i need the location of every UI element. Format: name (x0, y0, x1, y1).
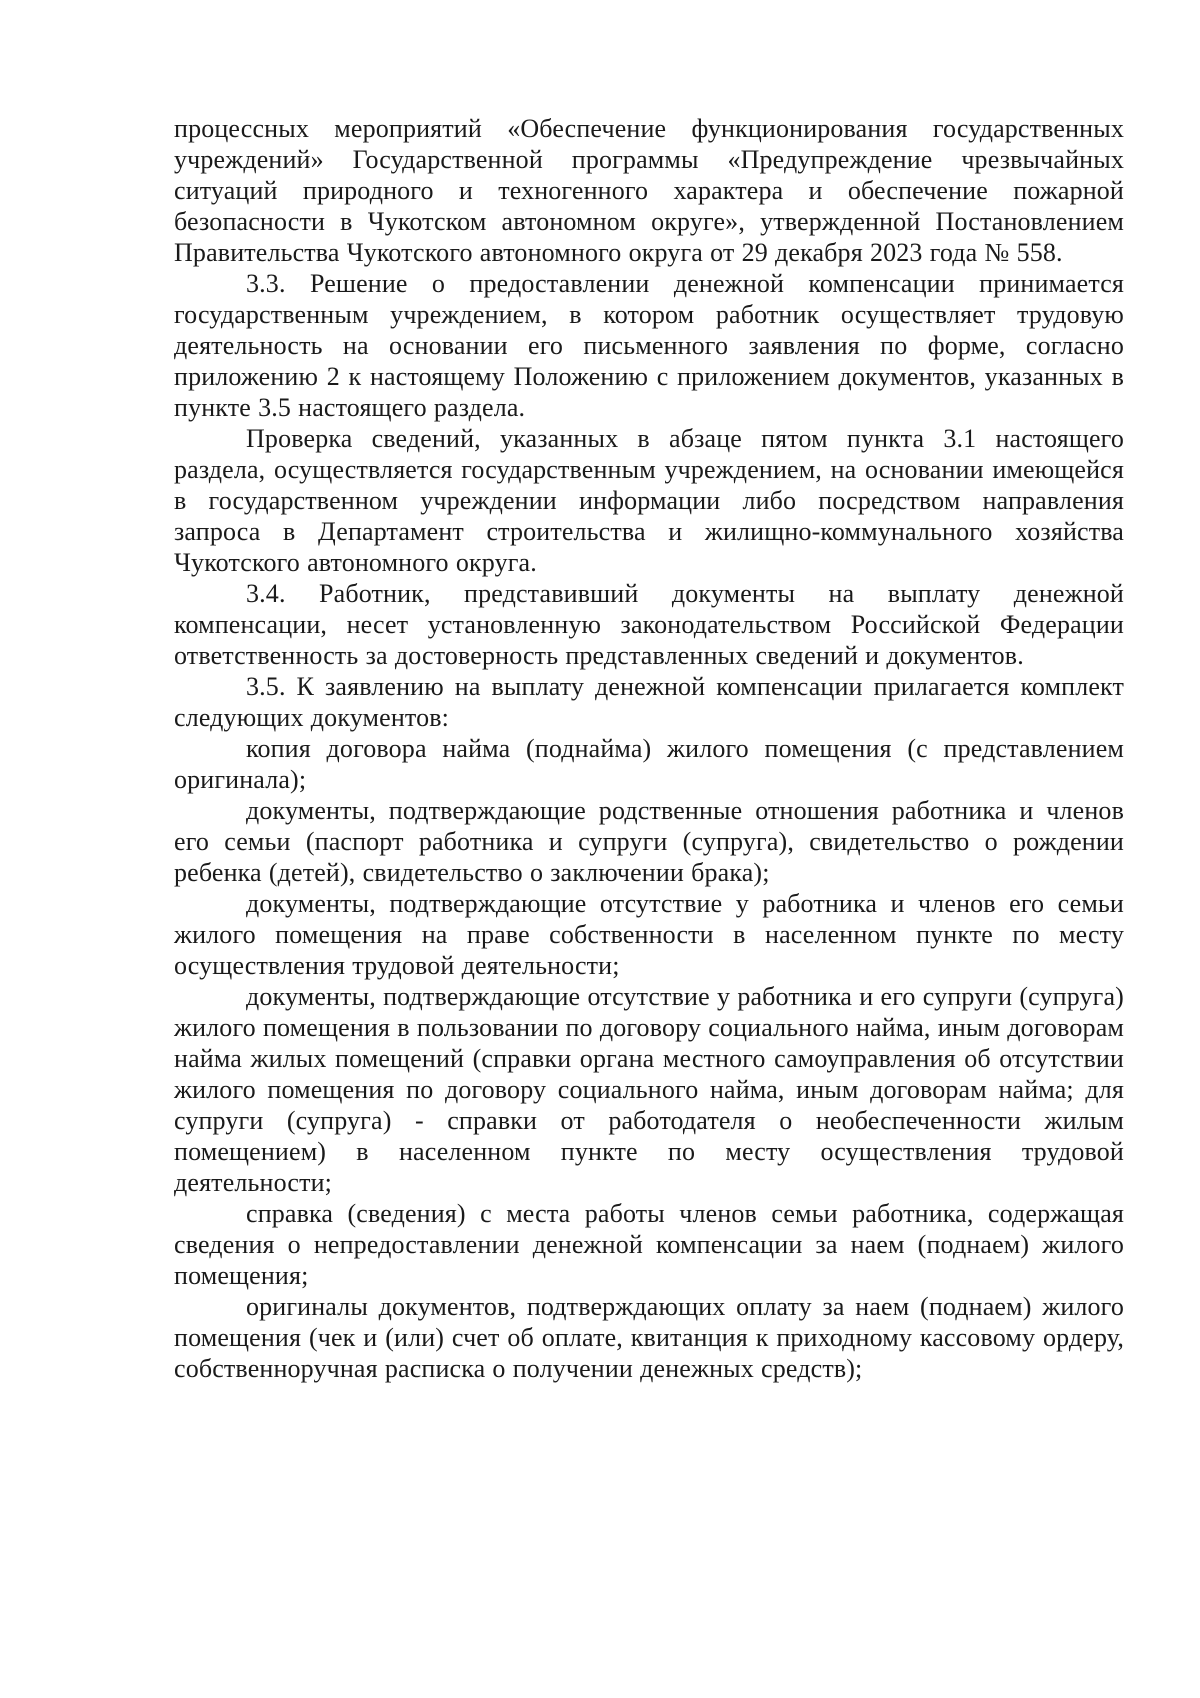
list-item-no-social-lease-documents: документы, подтверждающие отсутствие у работника и его супруги (супруга) жилого помещения в пользовании по договору социального найма, иным договорам найма жилых помещений (справки органа местного самоуправления об отсутствии жилого помещения по договору социального найма, иным договорам найма; для супруги (супруга) - справки от работодателя о необеспеченности жилым помещением) в населенном пункте по месту осуществления трудовой деятельности; (174, 982, 1124, 1197)
paragraph-program-continuation: процессных мероприятий «Обеспечение функционирования государственных учреждений» Государственной программы «Предупреждение чрезвычайных ситуаций природного и техногенного характера и обеспечение пожарной безопасности в Чукотском автономном округе», утвержденной Постановлением Правительства Чукотского автономного округа от 29 декабря 2023 года № 558. (174, 114, 1124, 267)
list-item-kinship-documents: документы, подтверждающие родственные отношения работника и членов его семьи (паспорт работника и супруги (супруга), свидетельство о рождении ребенка (детей), свидетельство о заключении брака); (174, 796, 1124, 887)
list-item-lease-copy: копия договора найма (поднайма) жилого помещения (с представлением оригинала); (174, 734, 1124, 794)
paragraph-3-5: 3.5. К заявлению на выплату денежной компенсации прилагается комплект следующих документов: (174, 672, 1124, 732)
list-item-employer-certificate: справка (сведения) с места работы членов семьи работника, содержащая сведения о непредоставлении денежной компенсации за наем (поднаем) жилого помещения; (174, 1199, 1124, 1290)
paragraph-verification: Проверка сведений, указанных в абзаце пятом пункта 3.1 настоящего раздела, осуществляется государственным учреждением, на основании имеющейся в государственном учреждении информации либо посредством направления запроса в Департамент строительства и жилищно-коммунального хозяйства Чукотского автономного округа. (174, 424, 1124, 577)
paragraph-3-3: 3.3. Решение о предоставлении денежной компенсации принимается государственным учреждением, в котором работник осуществляет трудовую деятельность на основании его письменного заявления по форме, согласно приложению 2 к настоящему Положению с приложением документов, указанных в пункте 3.5 настоящего раздела. (174, 269, 1124, 422)
list-item-no-ownership-documents: документы, подтверждающие отсутствие у работника и членов его семьи жилого помещения на праве собственности в населенном пункте по месту осуществления трудовой деятельности; (174, 889, 1124, 980)
list-item-payment-originals: оригиналы документов, подтверждающих оплату за наем (поднаем) жилого помещения (чек и (или) счет об оплате, квитанция к приходному кассовому ордеру, собственноручная расписка о получении денежных средств); (174, 1292, 1124, 1383)
paragraph-3-4: 3.4. Работник, представивший документы на выплату денежной компенсации, несет установленную законодательством Российской Федерации ответственность за достоверность представленных сведений и документов. (174, 579, 1124, 670)
document-page (174, 113, 1124, 1384)
